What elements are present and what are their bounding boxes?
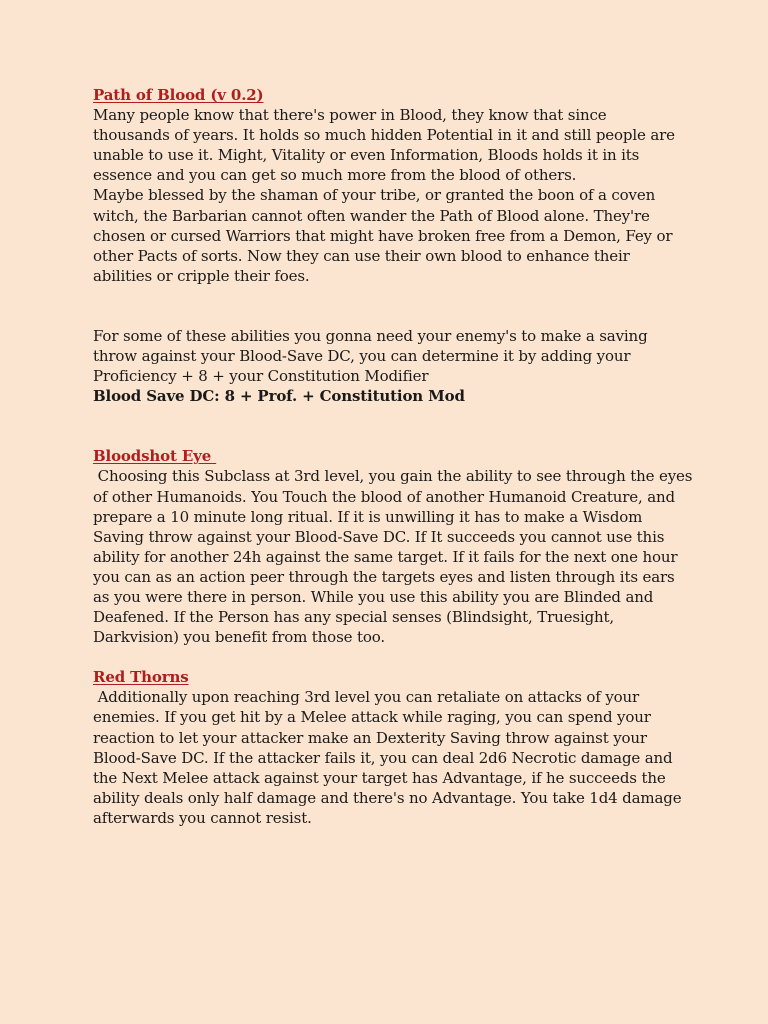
- section-path-of-blood: [93, 85, 678, 286]
- bloodshot-eye-paragraph: [93, 466, 693, 647]
- text-line: Darkvision) you benefit from those too.: [93, 628, 385, 647]
- text-line: unable to use it. Might, Vitality or even Information, Bloods holds it in its: [93, 146, 640, 165]
- text-line: chosen or cursed Warriors that might have broken free from a Demon, Fey or: [93, 226, 673, 245]
- section-red-thorns: [93, 667, 682, 828]
- section-bloodshot-eye: [93, 446, 693, 647]
- text-line: enemies. If you get hit by a Melee attack while raging, you can spend your: [93, 708, 651, 727]
- blood-save-dc-formula: Blood Save DC: 8 + Prof. + Constitution Mod: [93, 387, 465, 406]
- text-line: Additionally upon reaching 3rd level you can retaliate on attacks of your: [93, 688, 640, 707]
- spacer: [93, 286, 678, 326]
- document-page: [93, 85, 693, 828]
- section-heading-red-thorns: Red Thorns: [93, 668, 189, 687]
- text-line: Blood-Save DC. If the attacker fails it, you can deal 2d6 Necrotic damage and: [93, 748, 673, 767]
- text-line: Maybe blessed by the shaman of your tribe, or granted the boon of a coven: [93, 186, 656, 205]
- text-line: prepare a 10 minute long ritual. If it is unwilling it has to make a Wisdom: [93, 507, 643, 526]
- text-line: ability deals only half damage and there's no Advantage. You take 1d4 damage: [93, 788, 682, 807]
- text-line: abilities or cripple their foes.: [93, 266, 310, 285]
- intro-paragraph: [93, 105, 678, 286]
- text-line: the Next Melee attack against your target has Advantage, if he succeeds the: [93, 768, 666, 787]
- text-line: Proficiency + 8 + your Constitution Modifier: [93, 367, 429, 386]
- red-thorns-paragraph: [93, 687, 682, 828]
- text-line: Deafened. If the Person has any special senses (Blindsight, Truesight,: [93, 608, 615, 627]
- text-line: thousands of years. It holds so much hidden Potential in it and still people are: [93, 126, 675, 145]
- text-line: of other Humanoids. You Touch the blood of another Humanoid Creature, and: [93, 487, 675, 506]
- text-line: afterwards you cannot resist.: [93, 808, 312, 827]
- text-line: as you were there in person. While you use this ability you are Blinded and: [93, 587, 654, 606]
- text-line: ability for another 24h against the same target. If it fails for the next one hour: [93, 547, 678, 566]
- save-dc-paragraph: [93, 326, 678, 406]
- spacer: [93, 647, 678, 667]
- text-line: you can as an action peer through the targets eyes and listen through its ears: [93, 567, 675, 586]
- text-line: For some of these abilities you gonna need your enemy's to make a saving: [93, 326, 648, 345]
- text-line: witch, the Barbarian cannot often wander the Path of Blood alone. They're: [93, 206, 650, 225]
- section-heading-path-of-blood: Path of Blood (v 0.2): [93, 86, 264, 104]
- text-line: reaction to let your attacker make an Dexterity Saving throw against your: [93, 728, 647, 747]
- text-line: Many people know that there's power in Blood, they know that since: [93, 106, 607, 125]
- text-line: Choosing this Subclass at 3rd level, you gain the ability to see through the eyes: [93, 467, 693, 486]
- text-line: other Pacts of sorts. Now they can use their own blood to enhance their: [93, 246, 630, 265]
- text-line: throw against your Blood-Save DC, you can determine it by adding your: [93, 347, 631, 366]
- spacer: [93, 406, 678, 446]
- text-line: essence and you can get so much more from the blood of others.: [93, 166, 577, 185]
- section-heading-bloodshot-eye: Bloodshot Eye: [93, 447, 217, 466]
- text-line: Saving throw against your Blood-Save DC. If It succeeds you cannot use this: [93, 527, 665, 546]
- section-blood-save-dc: [93, 326, 678, 406]
